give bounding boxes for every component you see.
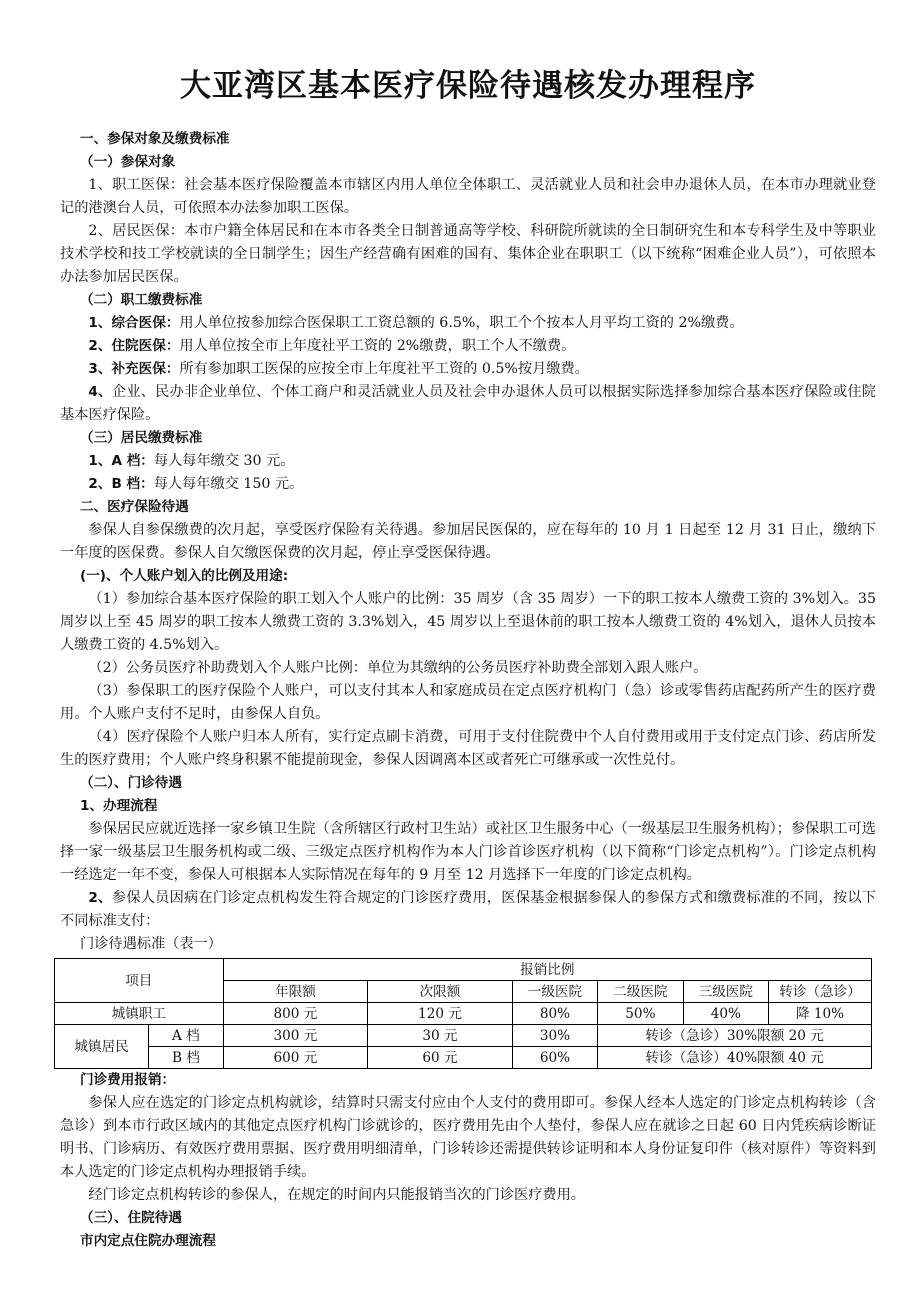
table-header-cell: 年限额 — [223, 981, 368, 1003]
paragraph: 参保居民应就近选择一家乡镇卫生院（含所辖区行政村卫生站）或社区卫生服务中心（一级基层卫生服务机构）；参保职工可选择一家一级基层卫生服务机构或二级、三级定点医疗机构作为本人门诊首诊医疗机构（以下简称“门诊定点机构”）。门诊定点机构一经选定一年不变，参保人可根据本人实际情况在每年的 9 月至 12 月选择下一年度的门诊定点机构。 — [60, 821, 876, 883]
table-header-cell: 三级医院 — [683, 981, 768, 1003]
subsection-2-2-heading: （二）、门诊待遇 — [80, 775, 182, 791]
item-label: 2、B 档： — [88, 476, 154, 492]
section-2-heading: 二、医疗保险待遇 — [80, 499, 189, 515]
paragraph: （2）公务员医疗补助费划入个人账户比例：单位为其缴纳的公务员医疗补助费全部划入跟人账户。 — [88, 660, 708, 676]
list-item — [60, 381, 876, 427]
table-cell: 60% — [512, 1047, 597, 1069]
list-item — [60, 335, 876, 358]
table-cell: B 档 — [149, 1047, 223, 1069]
table-cell: 600 元 — [223, 1047, 368, 1069]
paragraph: 参保人自参保缴费的次月起，享受医疗保险有关待遇。参加居民医保的，应在每年的 10 月 1 日起至 12 月 31 日止，缴纳下一年度的医保费。参保人自欠缴医保费的次月起，停止享受医保待遇。 — [60, 522, 876, 561]
table-cell: 转诊（急诊）30%限额 20 元 — [598, 1025, 872, 1047]
table-cell: 50% — [598, 1003, 683, 1025]
table-cell: 300 元 — [223, 1025, 368, 1047]
table-cell: 120 元 — [368, 1003, 513, 1025]
flow-heading: 1、办理流程 — [80, 798, 158, 814]
table-cell: 80% — [512, 1003, 597, 1025]
item-label: 1、综合医保： — [88, 315, 180, 331]
section-1-heading: 一、参保对象及缴费标准 — [80, 131, 230, 147]
paragraph: 参保人应在选定的门诊定点机构就诊，结算时只需支付应由个人支付的费用即可。参保人经本人选定的门诊定点机构转诊（含急诊）到本市行政区域内的其他定点医疗机构门诊就诊的，医疗费用先由个人垫付，参保人应在就诊之日起 60 日内凭疾病诊断证明书、门诊病历、有效医疗费用票据、医疗费用明细清单，门诊转诊还需提供转诊证明和本人身份证复印件（核对原件）等资料到本人选定的门诊定点机构办理报销手续。 — [60, 1095, 876, 1180]
flow-heading: 市内定点住院办理流程 — [80, 1233, 216, 1249]
item-label: 2、 — [88, 890, 112, 906]
item-text: 企业、民办非企业单位、个体工商户和灵活就业人员及社会申办退休人员可以根据实际选择参加综合基本医疗保险或住院基本医疗保险。 — [60, 384, 876, 423]
table-row — [55, 959, 872, 981]
table-cell: 30% — [512, 1025, 597, 1047]
paragraph: 2、居民医保：本市户籍全体居民和在本市各类全日制普通高等学校、科研院所就读的全日制研究生和本专科学生及中等职业技术学校和技工学校就读的全日制学生；因生产经营确有困难的国有、集体企业在职职工（以下统称“困难企业人员”），可依照本办法参加居民医保。 — [60, 223, 876, 285]
table-caption: 门诊待遇标准（表一） — [80, 936, 222, 952]
table-cell: A 档 — [149, 1025, 223, 1047]
paragraph: （1）参加综合基本医疗保险的职工划入个人账户的比例：35 周岁（含 35 周岁）一下的职工按本人缴费工资的 3%划入。35 周岁以上至 45 周岁的职工按本人缴费工资的 3.3%划入，45 周岁以上至退休前的职工按本人缴费工资的 4%划入，退休人员按本人缴费工资的 4.5%划入。 — [60, 591, 876, 653]
item-label: 2、住院医保： — [88, 338, 180, 354]
page-title: 大亚湾区基本医疗保险待遇核发办理程序 — [180, 68, 756, 104]
list-item — [60, 312, 876, 335]
table-row — [55, 1047, 872, 1069]
table-header-cell: 转诊（急诊） — [769, 981, 872, 1003]
paragraph: （3）参保职工的医疗保险个人账户，可以支付其本人和家庭成员在定点医疗机构门（急）诊或零售药店配药所产生的医疗费用。个人账户支付不足时，由参保人自负。 — [60, 683, 876, 722]
claim-heading: 门诊费用报销： — [80, 1072, 176, 1088]
table-header-cell: 次限额 — [368, 981, 513, 1003]
item-text: 参保人员因病在门诊定点机构发生符合规定的门诊医疗费用，医保基金根据参保人的参保方式和缴费标准的不同，按以下不同标准支付： — [60, 890, 876, 929]
table-header-cell: 报销比例 — [223, 959, 871, 981]
paragraph: （4）医疗保险个人账户归本人所有，实行定点刷卡消费，可用于支付住院费中个人自付费用或用于支付定点门诊、药店所发生的医疗费用；个人账户终身积累不能提前现金，参保人因调离本区或者死亡可继承或一次性兑付。 — [60, 729, 876, 768]
subsection-1-2-heading: （二）职工缴费标准 — [80, 292, 203, 308]
outpatient-benefit-table — [54, 958, 872, 1069]
list-item — [60, 473, 876, 496]
item-text: 用人单位按参加综合医保职工工资总额的 6.5%，职工个个按本人月平均工资的 2%缴费。 — [179, 315, 744, 331]
item-label: 1、A 档： — [88, 453, 154, 469]
subsection-1-3-heading: （三）居民缴费标准 — [80, 430, 203, 446]
paragraph — [60, 887, 876, 933]
paragraph: 经门诊定点机构转诊的参保人，在规定的时间内只能报销当次的门诊医疗费用。 — [88, 1187, 585, 1203]
item-label: 3、补充医保： — [88, 361, 180, 377]
table-cell: 60 元 — [368, 1047, 513, 1069]
subsection-1-1-heading: （一）参保对象 — [80, 154, 176, 170]
table-cell: 800 元 — [223, 1003, 368, 1025]
item-text: 用人单位按全市上年度社平工资的 2%缴费，职工个人不缴费。 — [179, 338, 576, 354]
item-text: 所有参加职工医保的应按全市上年度社平工资的 0.5%按月缴费。 — [179, 361, 589, 377]
table-cell: 城镇居民 — [55, 1025, 149, 1069]
subsection-2-3-heading: （三）、住院待遇 — [80, 1210, 182, 1226]
list-item — [60, 450, 876, 473]
table-cell: 30 元 — [368, 1025, 513, 1047]
item-text: 每人每年缴交 30 元。 — [153, 453, 295, 469]
subsection-2-1-heading: (一)、个人账户划入的比例及用途: — [80, 568, 289, 584]
table-cell: 降 10% — [769, 1003, 872, 1025]
table-cell: 转诊（急诊）40%限额 40 元 — [598, 1047, 872, 1069]
table-row — [55, 1003, 872, 1025]
list-item — [60, 358, 876, 381]
table-cell: 40% — [683, 1003, 768, 1025]
table-row — [55, 1025, 872, 1047]
table-header-cell: 二级医院 — [598, 981, 683, 1003]
table-header-cell: 项目 — [55, 959, 224, 1003]
paragraph: 1、职工医保：社会基本医疗保险覆盖本市辖区内用人单位全体职工、灵活就业人员和社会申办退休人员，在本市办理就业登记的港澳台人员，可依照本办法参加职工医保。 — [60, 177, 876, 216]
table-cell: 城镇职工 — [55, 1003, 224, 1025]
item-label: 4、 — [88, 384, 112, 400]
table-header-cell: 一级医院 — [512, 981, 597, 1003]
item-text: 每人每年缴交 150 元。 — [153, 476, 304, 492]
